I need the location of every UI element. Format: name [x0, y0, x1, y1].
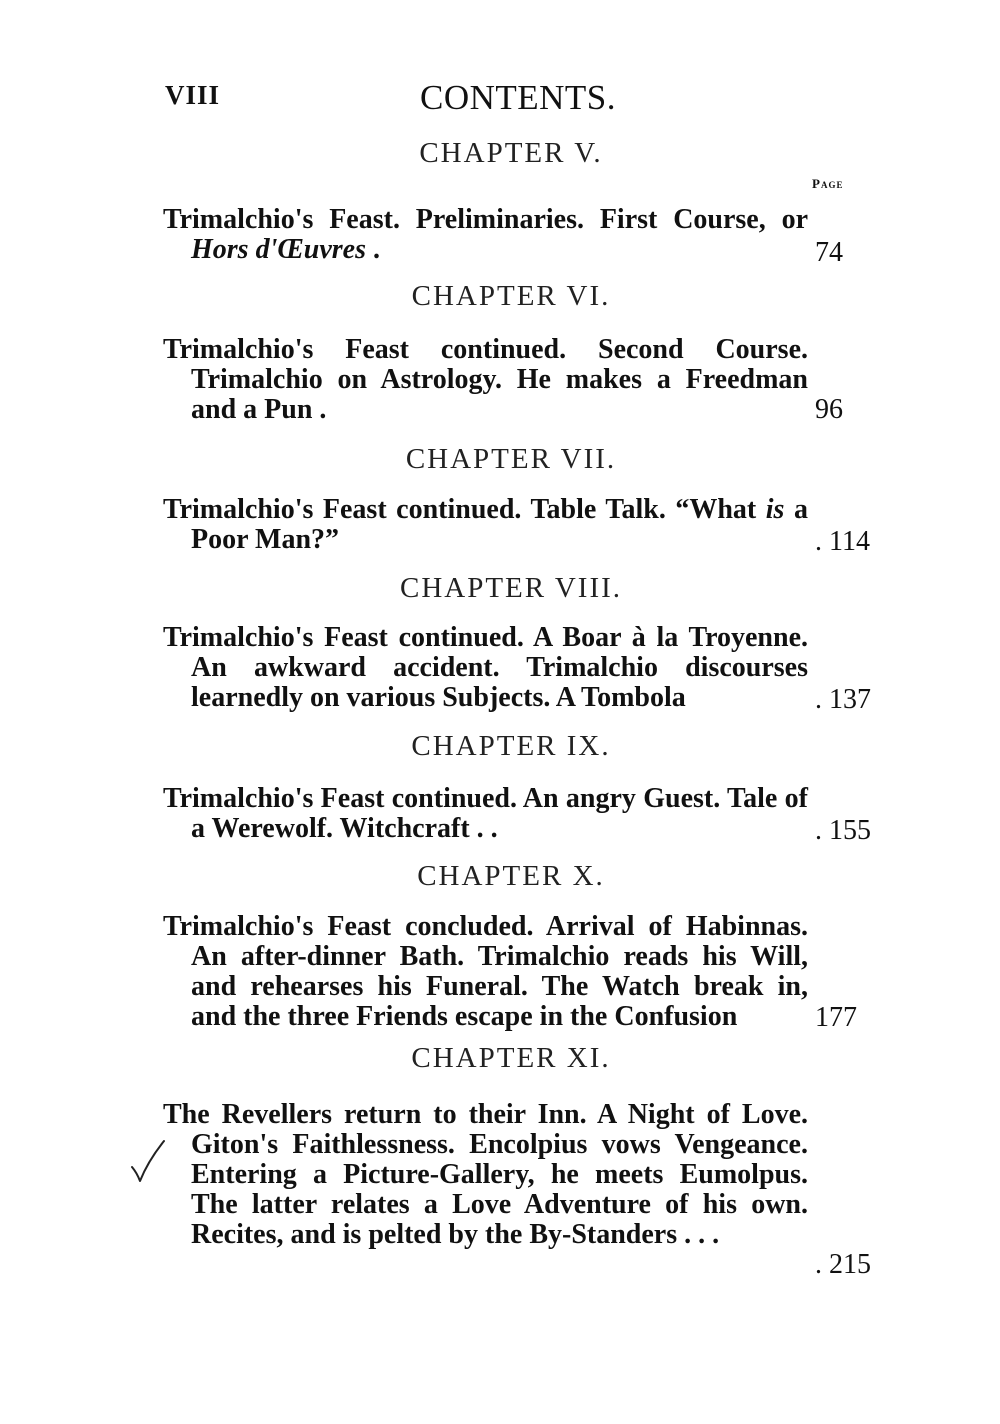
- running-head: [165, 78, 865, 118]
- chapter-heading: CHAPTER VI.: [411, 280, 611, 312]
- page-folio: VIII: [165, 80, 221, 110]
- toc-entry[interactable]: [163, 912, 808, 1032]
- chapter-heading: CHAPTER V.: [419, 137, 603, 169]
- entry-page-number[interactable]: . 114: [815, 526, 870, 557]
- entry-page-number[interactable]: 96: [815, 394, 843, 425]
- entry-title-italic: is: [765, 494, 785, 525]
- entry-page-number[interactable]: . 137: [815, 684, 871, 715]
- chapter-heading: CHAPTER VIII.: [399, 572, 623, 604]
- entry-title: The Revellers return to their Inn. A Night of Love. Giton's Faithlessness. Encolpius vows Vengeance. Entering a Picture-Gallery, he meets Eumolpus. The latter relates a Love Adventure of his own. Recites, and is pelted by the By-Standers: [163, 1099, 808, 1250]
- toc-entry[interactable]: [163, 784, 808, 844]
- dot-leaders: . .: [469, 813, 498, 844]
- entry-title-continued: a Poor Man?”: [191, 494, 808, 555]
- entry-title: Trimalchio's Feast. Preliminaries. First Course, or: [163, 204, 808, 235]
- entry-title: Trimalchio's Feast continued. An angry Guest. Tale of a Werewolf. Witchcraft: [163, 783, 808, 844]
- page-title: CONTENTS.: [420, 78, 617, 117]
- entry-title: Trimalchio's Feast continued. Table Talk. “What: [163, 494, 766, 525]
- toc-entry[interactable]: [163, 495, 808, 555]
- entry-title-italic: Hors d'Œuvres: [191, 234, 366, 265]
- dot-leaders: .: [312, 394, 327, 425]
- dot-leaders: .: [366, 234, 380, 265]
- dot-leaders: . . .: [677, 1219, 720, 1250]
- entry-page-number[interactable]: . 155: [815, 815, 871, 846]
- entry-title: Trimalchio's Feast continued. A Boar à la Troyenne. An awkward accident. Trimalchio discourses learnedly on various Subjects. A Tombola: [163, 622, 808, 713]
- toc-entry[interactable]: [163, 623, 808, 713]
- entry-page-number[interactable]: . 215: [815, 1249, 871, 1280]
- chapter-heading: CHAPTER VII.: [405, 443, 617, 475]
- entry-title: Trimalchio's Feast concluded. Arrival of Habinnas. An after-dinner Bath. Trimalchio reads his Will, and rehearses his Funeral. The Watch break in, and the three Friends escape in the Confusion: [163, 911, 808, 1032]
- entry-page-number[interactable]: 74: [815, 237, 843, 268]
- toc-entry[interactable]: [163, 1100, 808, 1250]
- chapter-heading: CHAPTER IX.: [411, 730, 611, 762]
- toc-entry[interactable]: [163, 335, 808, 425]
- entry-page-number[interactable]: 177: [815, 1002, 857, 1033]
- entry-title: Trimalchio's Feast continued. Second Course. Trimalchio on Astrology. He makes a Freedman and a Pun: [163, 334, 808, 425]
- chapter-heading: CHAPTER XI.: [411, 1042, 611, 1074]
- page-column-label: Page: [812, 176, 844, 191]
- toc-entry[interactable]: [163, 205, 808, 265]
- chapter-heading: CHAPTER X.: [417, 860, 605, 892]
- checkmark-icon: [128, 1137, 168, 1187]
